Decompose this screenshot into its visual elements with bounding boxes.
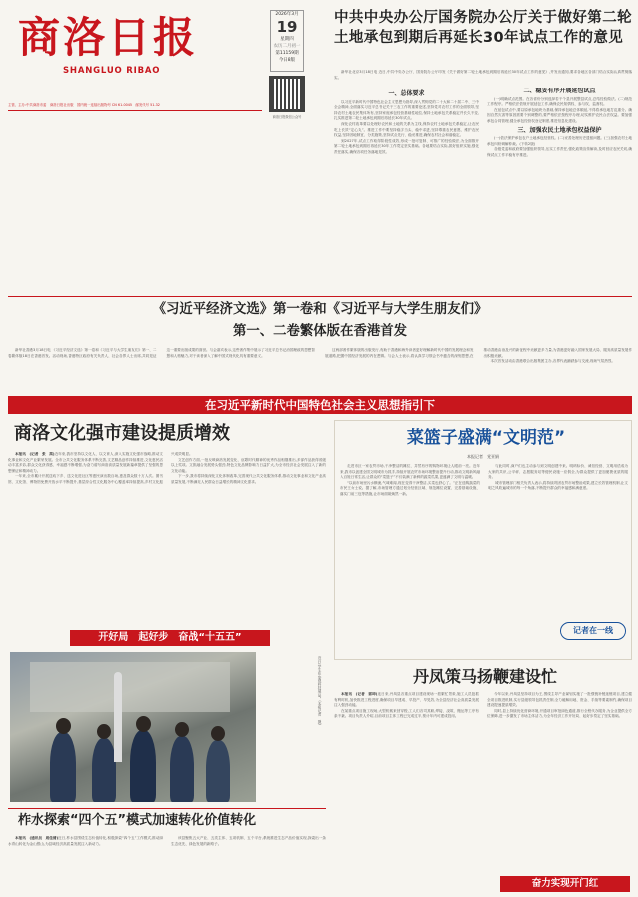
book-text: 新华社香港3月18日电 《习近平经济文选》第一卷和《习近平与大学生朋友们》第一、二卷繁体版18日在香港首发。活动现场,香港特区政府有关负责人、社会各界人士出席,共同见证这一重要出版成果的面世。与会嘉宾表示,这些著作集中展示了习近平总书记治国理政的思想智慧和人格魅力,对于读者深入了解中国式现代化具有重要意义。	[8, 348, 315, 358]
wuge-headline: 柞水探索“四个五”模式加速转化价值转化	[18, 813, 257, 828]
sponsor-line: 主管、主办:中共商洛市委 商洛日报社出版 国内统一连续出版物号 CN 61-0045 邮发代号 51-32	[8, 103, 160, 107]
lead-body: 一、总体要求 以习近平新时代中国特色社会主义思想为指导,深入贯彻党的二十大和二十届二中、三中全会精神,全面落实习近平总书记关于三农工作的重要论述,坚持党对农村工作的全面领导,坚持农村土地农民集体所有,坚持家庭承包经营基础性地位,保持土地承包关系稳定并长久不变,扎实推进第二轮土地承包到期后再延长30年试点。 深化农村改革要以处理好农民和土地的关系为主线,保持农村土地承包关系稳定,让农民吃上长效“定心丸”。推进工作中要坚持稳字当头、稳中求进,坚持尊重农民意愿、维护农民权益,坚持因地制宜、分类施策,坚持试点先行、稳妥推进,确保农村社会和谐稳定。 到2027年,试点工作取得阶段性成效,形成一批可复制、可推广的经验做法,为全面推开第二轮土地承包到期后再延长30年工作奠定坚实基础。各地要结合实际,抓好组织实施,强化责任落实,确保各项任务落地见效。 二、稳妥有序开展延包试点 (一)明确试点范围。在各省份分别选择若干个县开展整县试点,总结经验做法。(二)规范工作程序。严格依法依规开展延包工作,确保农民知情权、参与权、监督权。 在延包试点中,要以原承包地块为基础,保持承包地总体顺延,不得将承包地打乱重分。确因自然灾害等原因需要个别调整的,要严格依法按程序办理,切实维护农民合法权益。要加强承包合同管理,健全承包经营权登记制度,推进信息化建设。 三、加强农民土地承包权益保护 (一)依法保护承包农户土地承包经营权。(二)妥善处理历史遗留问题。(三)加强农村土地承包纠纷调解仲裁。(下转2版) 各级党委和政府要加强组织领导,压实工作责任,强化政策宣传解读,及时回应农民关切,确保试点工作平稳有序推进。	[334, 88, 632, 157]
lead-intro-text: 新华社北京3月18日电 近日,中共中央办公厅、国务院办公厅印发《关于做好第二轮土地承包到期后再延长30年试点工作的意见》,并发出通知,要求各地区各部门结合实际认真贯彻落实。	[334, 70, 632, 80]
danfeng-text: 连日来,丹凤县各重点项目建设现场一派繁忙景象,施工人员抢抓有利时机,加快推进工程进度,确保项目早建成、早投产、早见效,为全县经济社会高质量发展注入强劲动能。	[334, 692, 479, 708]
issue-number: 第11159期	[275, 51, 299, 56]
culture-text: 近年来,我市坚持以文化人、以文育人,深入实施文化强市战略,推动文化事业和文化产业繁荣发展。全市公共文化服务体系不断完善,文艺精品创作持续推进,文化惠民活动丰富多彩,群众文化获得感、幸福感不断增强,为奋力谱写商洛高质量发展新篇章提供了坚强的思想保证和精神动力。	[8, 452, 163, 473]
qr-code[interactable]	[269, 76, 305, 112]
book-headline-line2: 第一、二卷繁体版在香港首发	[232, 324, 408, 339]
date-day: 19	[276, 18, 298, 36]
qr-caption: 商洛日报微信公众号	[272, 115, 302, 119]
wuge-byline: 本报讯 (通讯员 周佳清)	[15, 836, 59, 840]
culture-byline: 本报讯 (记者 张 茜)	[15, 452, 55, 456]
masthead	[8, 6, 266, 92]
lead-headline: 中共中央办公厅国务院办公厅关于做好第二轮土地承包到期后再延长30年试点工作的意见	[334, 10, 632, 46]
lead-section-title: 一、总体要求	[388, 90, 425, 97]
photo-person	[92, 738, 116, 802]
photo-person	[206, 740, 230, 802]
photo-head	[97, 724, 111, 739]
photo-head	[175, 722, 189, 737]
wuge-body: 本报讯 (通讯员 周佳清)近日,柞水县围绕生态价值转化,积极探索“四个五”工作模式,推动绿水青山转化为金山银山,为县域经济高质量发展注入新动力。 该县聚焦五大产业、五类主体、五项机制、五个平台,系统推进生态产品价值实现,探索出一条生态优先、绿色发展的新路子。	[8, 836, 326, 846]
danfeng-slogan: 奋力实现开门红	[531, 878, 599, 889]
culture-headline: 商洛文化强市建设提质增效	[14, 423, 230, 444]
culture-slogan: 开好局 起好步 奋战“十五五”	[98, 632, 242, 643]
wuge-text: 近日,柞水县围绕生态价值转化,积极探索“四个五”工作模式,推动绿水青山转化为金山银山,为县域经济高质量发展注入新动力。	[8, 836, 163, 846]
civilization-headline: 菜篮子盛满“文明范”	[406, 428, 566, 448]
danfeng-body: 本报讯 (记者 郭坤)连日来,丹凤县各重点项目建设现场一派繁忙景象,施工人员抢抓有利时机,加快推进工程进度,确保项目早建成、早投产、早见效,为全县经济社会高质量发展注入强劲动能。 在某重点项目施工现场,大型机械来回穿梭,工人们各司其职,焊接、浇筑、搬运等工序有条不紊。项目负责人介绍,目前项目主体工程已完成过半,预计年内可建成投用。 今年以来,丹凤县坚持项目为王,围绕主导产业谋划实施了一批强链补链延链项目,建立健全项目推进机制,实行县级领导包抓责任制,全力破解用地、资金、手续等要素制约,确保项目建设提速提质增效。 同时,县上持续优化营商环境,开通项目审批绿色通道,推行全程代办服务,为企业提供全方位保障,进一步激发了市场主体活力,为全年经济工作开好局、起好步奠定了坚实基础。	[334, 692, 632, 719]
book-headline-line1: 《习近平经济文选》第一卷和《习近平与大学生朋友们》	[152, 302, 488, 317]
date-box	[270, 10, 304, 72]
book-top-rule	[8, 296, 632, 297]
civilization-stamp: 记者在一线	[560, 622, 626, 640]
wuge-top-rule	[8, 808, 326, 809]
civilization-body: 走进市区一家农贸市场,干净整洁的摊位、井然有序的购物环境让人眼前一亮。近年来,我市以创建全国文明城市为抓手,持续开展农贸市场环境整治提升行动,推动文明新风融入百姓日常生活,让群众的“菜篮子”不仅装满了新鲜的蔬菜瓜果,更盛满了文明与温暖。 “以前市场里污水横流,气味难闻,现在变得干净整洁,买菜也舒心了。”正在选购蔬菜的市民王女士说。据了解,市场管理方通过划分经营区域、规范摊位设置、完善基础设施、落实门前三包等措施,让市场面貌焕然一新。 与此同时,商户们也主动参与到文明创建中来。明码标价、诚信经营、文明用语成为大家的共识,公平秤、志愿服务站等便民设施一应俱全,为群众提供了更加便捷优质的服务。 城市管理部门相关负责人表示,将持续巩固农贸市场整治成果,建立长效管理机制,让文明之风吹遍城市的每一个角落,不断提升群众的幸福感和满意度。	[340, 464, 628, 496]
photo-person	[50, 732, 76, 802]
photo-head	[56, 718, 71, 734]
page-count: 今日8版	[278, 58, 296, 63]
civilization-byline: 本报记者 党亚娟	[467, 454, 499, 459]
photo-person	[130, 730, 156, 802]
lead-section-text: (一)明确试点范围。在各省份分别选择若干个县开展整县试点,总结经验做法。(二)规范工作程序。严格依法依规开展延包工作,确保农民知情权、参与权、监督权。	[487, 96, 632, 107]
photo-person	[170, 736, 194, 802]
news-photo[interactable]	[10, 652, 256, 802]
culture-body: 本报讯 (记者 张 茜)近年来,我市坚持以文化人、以文育人,深入实施文化强市战略,推动文化事业和文化产业繁荣发展。全市公共文化服务体系不断完善,文艺精品创作持续推进,文化惠民活动丰富多彩,群众文化获得感、幸福感不断增强,为奋力谱写商洛高质量发展新篇章提供了坚强的思想保证和精神动力。 一年来,全市累计开展送戏下乡、送文化进社区等惠民演出数百场,惠及群众数十万人次。图书馆、文化馆、博物馆免费开放水平不断提升,基层综合性文化服务中心覆盖率持续提高,乡村文化振兴成效明显。 文艺创作方面,一批反映商洛发展变化、讴歌时代精神的优秀作品相继推出,多部作品获得省级以上奖项。文旅融合发展势头强劲,特色文化品牌影响力日益扩大,为全市经济社会发展注入了新的文化动能。 下一步,我市将持续深化文化体制改革,完善现代公共文化服务体系,推动文化事业和文化产业高质量发展,不断满足人民群众日益增长的精神文化需求。	[8, 452, 326, 484]
date-year-month: 2026年3月	[275, 12, 299, 17]
lead-section-title: 三、加强农民土地承包权益保护	[517, 126, 602, 134]
photo-head	[211, 726, 225, 741]
photo-caption: 近日,学生在参观科技展品。(本报记者 摄)	[318, 656, 322, 725]
paper-name: 商洛日报	[18, 13, 199, 62]
lunar-date: 农历二月初一	[273, 44, 301, 49]
danfeng-headline: 丹凤策马扬鞭建设忙	[412, 667, 557, 686]
theme-banner: 在习近平新时代中国特色社会主义思想指引下	[8, 396, 632, 414]
book-body: 新华社香港3月18日电 《习近平经济文选》第一卷和《习近平与大学生朋友们》第一、二卷繁体版18日在香港首发。活动现场,香港特区政府有关负责人、社会各界人士出席,共同见证这一重要出版成果的面世。与会嘉宾表示,这些著作集中展示了习近平总书记治国理政的思想智慧和人格魅力,对于读者深入了解中国式现代化具有重要意义。 这两部著作繁体版的出版发行,有助于香港和海外读者更好理解新时代中国的发展理念和发展道路,把握中国经济发展的内在逻辑。与会人士表示,将认真学习领会书中蕴含的深刻思想,在推动香港由治及兴的新征程中贡献更多力量,为香港更好融入国家发展大局、服务高质量发展作出积极贡献。 本次首发活动由香港联合出版集团主办,各界代表踊跃参与交流,现场气氛热烈。	[8, 348, 632, 364]
weekday: 星期四	[280, 37, 294, 42]
photo-panel	[30, 662, 230, 712]
paper-pinyin: SHANGLUO RIBAO	[63, 66, 161, 76]
danfeng-byline: 本报讯 (记者 郭坤)	[341, 692, 378, 696]
lead-section-title: 二、稳妥有序开展延包试点	[523, 88, 596, 94]
photo-rocket-model	[114, 672, 122, 762]
lead-section-text: 以习近平新时代中国特色社会主义思想为指导,深入贯彻党的二十大和二十届二中、三中全会精神,全面落实习近平总书记关于三农工作的重要论述,坚持党对农村工作的全面领导,坚持农村土地农民集体所有,坚持家庭承包经营基础性地位,保持土地承包关系稳定并长久不变,扎实推进第二轮土地承包到期后再延长30年试点。	[334, 99, 479, 121]
lead-intro	[334, 70, 632, 90]
photo-head	[136, 716, 151, 732]
civilization-text: 走进市区一家农贸市场,干净整洁的摊位、井然有序的购物环境让人眼前一亮。近年来,我市以创建全国文明城市为抓手,持续开展农贸市场环境整治提升行动,推动文明新风融入百姓日常生活,让群众的“菜篮子”不仅装满了新鲜的蔬菜瓜果,更盛满了文明与温暖。	[340, 464, 480, 480]
lead-section-text: (一)依法保护承包农户土地承包经营权。(二)妥善处理历史遗留问题。(三)加强农村土地承包纠纷调解仲裁。(下转2版)	[487, 136, 632, 146]
masthead-rule	[8, 110, 262, 111]
